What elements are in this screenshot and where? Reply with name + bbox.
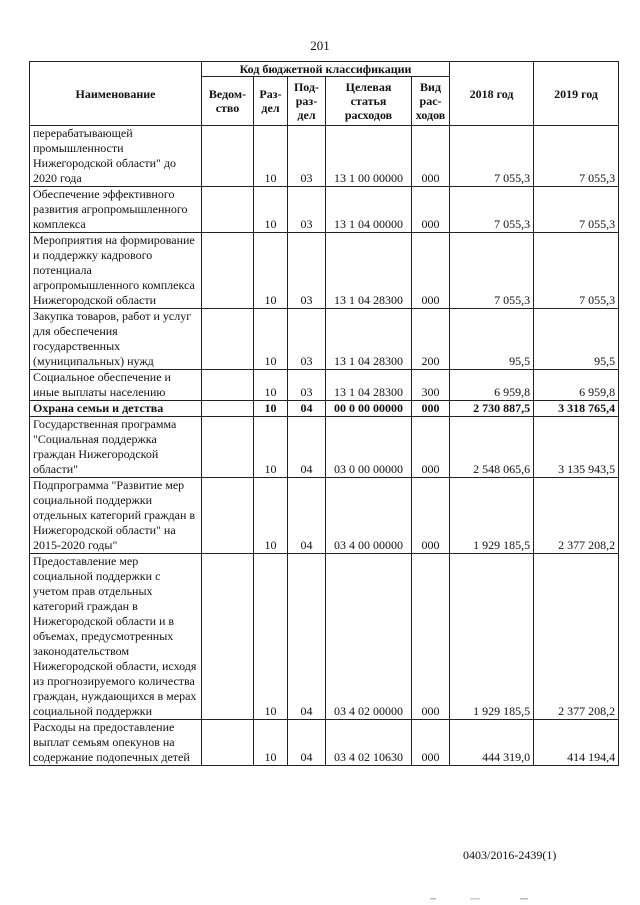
row-vid-raskhodov: 000 [412,720,450,766]
row-razdel: 10 [254,401,288,417]
row-amount-2018: 2 730 887,5 [450,401,534,417]
header-vid-raskhodov: Вид рас-ходов [412,77,450,126]
table-row [30,126,619,187]
row-razdel: 10 [254,233,288,309]
row-celevaya-statya: 13 1 04 00000 [326,187,412,233]
row-podrazdel: 03 [288,309,326,370]
row-celevaya-statya: 13 1 04 28300 [326,233,412,309]
row-amount-2018: 7 055,3 [450,233,534,309]
row-vid-raskhodov: 000 [412,554,450,720]
row-amount-2018: 2 548 065,6 [450,417,534,478]
row-name: Предоставление мер социальной поддержки с учетом прав отдельных категорий граждан в Нижегородской области и в объемах, предусмотренных законодательством Нижегородской области, исходя из прогнозируемого количества граждан, нуждающихся в мерах социальной поддержки [30,554,202,720]
row-amount-2019: 3 135 943,5 [534,417,619,478]
row-vedomstvo [202,126,254,187]
row-vedomstvo [202,720,254,766]
row-amount-2018: 1 929 185,5 [450,554,534,720]
row-name: Охрана семьи и детства [30,401,202,417]
row-vid-raskhodov: 000 [412,187,450,233]
row-razdel: 10 [254,554,288,720]
row-vedomstvo [202,370,254,401]
row-celevaya-statya: 13 1 00 00000 [326,126,412,187]
header-razdel: Раз-дел [254,77,288,126]
row-amount-2018: 7 055,3 [450,126,534,187]
row-name: Подпрограмма "Развитие мер социальной поддержки отдельных категорий граждан в Нижегородской области" на 2015-2020 годы" [30,478,202,554]
table-row [30,187,619,233]
row-celevaya-statya: 03 4 00 00000 [326,478,412,554]
row-vid-raskhodov: 000 [412,417,450,478]
row-amount-2018: 6 959,8 [450,370,534,401]
header-name: Наименование [30,62,202,126]
row-podrazdel: 03 [288,233,326,309]
row-vedomstvo [202,233,254,309]
row-amount-2018: 444 319,0 [450,720,534,766]
row-razdel: 10 [254,478,288,554]
row-podrazdel: 03 [288,187,326,233]
table-row [30,370,619,401]
row-vid-raskhodov: 000 [412,478,450,554]
row-podrazdel: 04 [288,720,326,766]
header-vedomstvo: Ведом-ство [202,77,254,126]
header-2018: 2018 год [450,62,534,126]
header-2019: 2019 год [534,62,619,126]
table-row [30,417,619,478]
row-podrazdel: 03 [288,370,326,401]
row-name: Закупка товаров, работ и услуг для обеспечения государственных (муниципальных) нужд [30,309,202,370]
row-vedomstvo [202,554,254,720]
row-vid-raskhodov: 000 [412,126,450,187]
row-vedomstvo [202,187,254,233]
row-razdel: 10 [254,720,288,766]
row-amount-2019: 6 959,8 [534,370,619,401]
row-razdel: 10 [254,417,288,478]
row-celevaya-statya: 13 1 04 28300 [326,370,412,401]
document-code: 0403/2016-2439(1) [463,848,557,862]
row-vedomstvo [202,478,254,554]
row-name: Социальное обеспечение и иные выплаты населению [30,370,202,401]
row-amount-2018: 1 929 185,5 [450,478,534,554]
row-name: Государственная программа "Социальная поддержка граждан Нижегородской области" [30,417,202,478]
header-classification-group: Код бюджетной классификации [202,62,450,77]
row-razdel: 10 [254,309,288,370]
row-name: Расходы на предоставление выплат семьям опекунов на содержание подопечных детей [30,720,202,766]
row-amount-2019: 414 194,4 [534,720,619,766]
scan-artifacts [430,898,580,900]
row-vedomstvo [202,309,254,370]
row-celevaya-statya: 03 4 02 10630 [326,720,412,766]
row-amount-2019: 95,5 [534,309,619,370]
budget-table [29,61,619,766]
row-podrazdel: 04 [288,401,326,417]
row-amount-2019: 3 318 765,4 [534,401,619,417]
row-name: Мероприятия на формирование и поддержку кадрового потенциала агропромышленного комплекса Нижегородской области [30,233,202,309]
row-name: Обеспечение эффективного развития агропромышленного комплекса [30,187,202,233]
row-amount-2019: 2 377 208,2 [534,554,619,720]
row-celevaya-statya: 03 0 00 00000 [326,417,412,478]
row-podrazdel: 04 [288,417,326,478]
row-amount-2018: 7 055,3 [450,187,534,233]
row-vedomstvo [202,417,254,478]
page-number: 201 [310,38,330,53]
table-row [30,309,619,370]
row-amount-2018: 95,5 [450,309,534,370]
table-body [30,126,619,766]
row-podrazdel: 03 [288,126,326,187]
row-razdel: 10 [254,370,288,401]
row-razdel: 10 [254,187,288,233]
row-celevaya-statya: 13 1 04 28300 [326,309,412,370]
table-row [30,401,619,417]
row-vid-raskhodov: 000 [412,233,450,309]
row-amount-2019: 2 377 208,2 [534,478,619,554]
row-vid-raskhodov: 300 [412,370,450,401]
table-row [30,233,619,309]
row-vid-raskhodov: 000 [412,401,450,417]
table-row [30,554,619,720]
row-podrazdel: 04 [288,554,326,720]
row-razdel: 10 [254,126,288,187]
row-vid-raskhodov: 200 [412,309,450,370]
table-row [30,478,619,554]
row-amount-2019: 7 055,3 [534,126,619,187]
row-podrazdel: 04 [288,478,326,554]
header-podrazdel: Под-раз-дел [288,77,326,126]
table-row [30,720,619,766]
row-vedomstvo [202,401,254,417]
row-amount-2019: 7 055,3 [534,233,619,309]
row-celevaya-statya: 03 4 02 00000 [326,554,412,720]
row-celevaya-statya: 00 0 00 00000 [326,401,412,417]
row-amount-2019: 7 055,3 [534,187,619,233]
header-celevaya-statya: Целевая статья расходов [326,77,412,126]
row-name: перерабатывающей промышленности Нижегородской области" до 2020 года [30,126,202,187]
